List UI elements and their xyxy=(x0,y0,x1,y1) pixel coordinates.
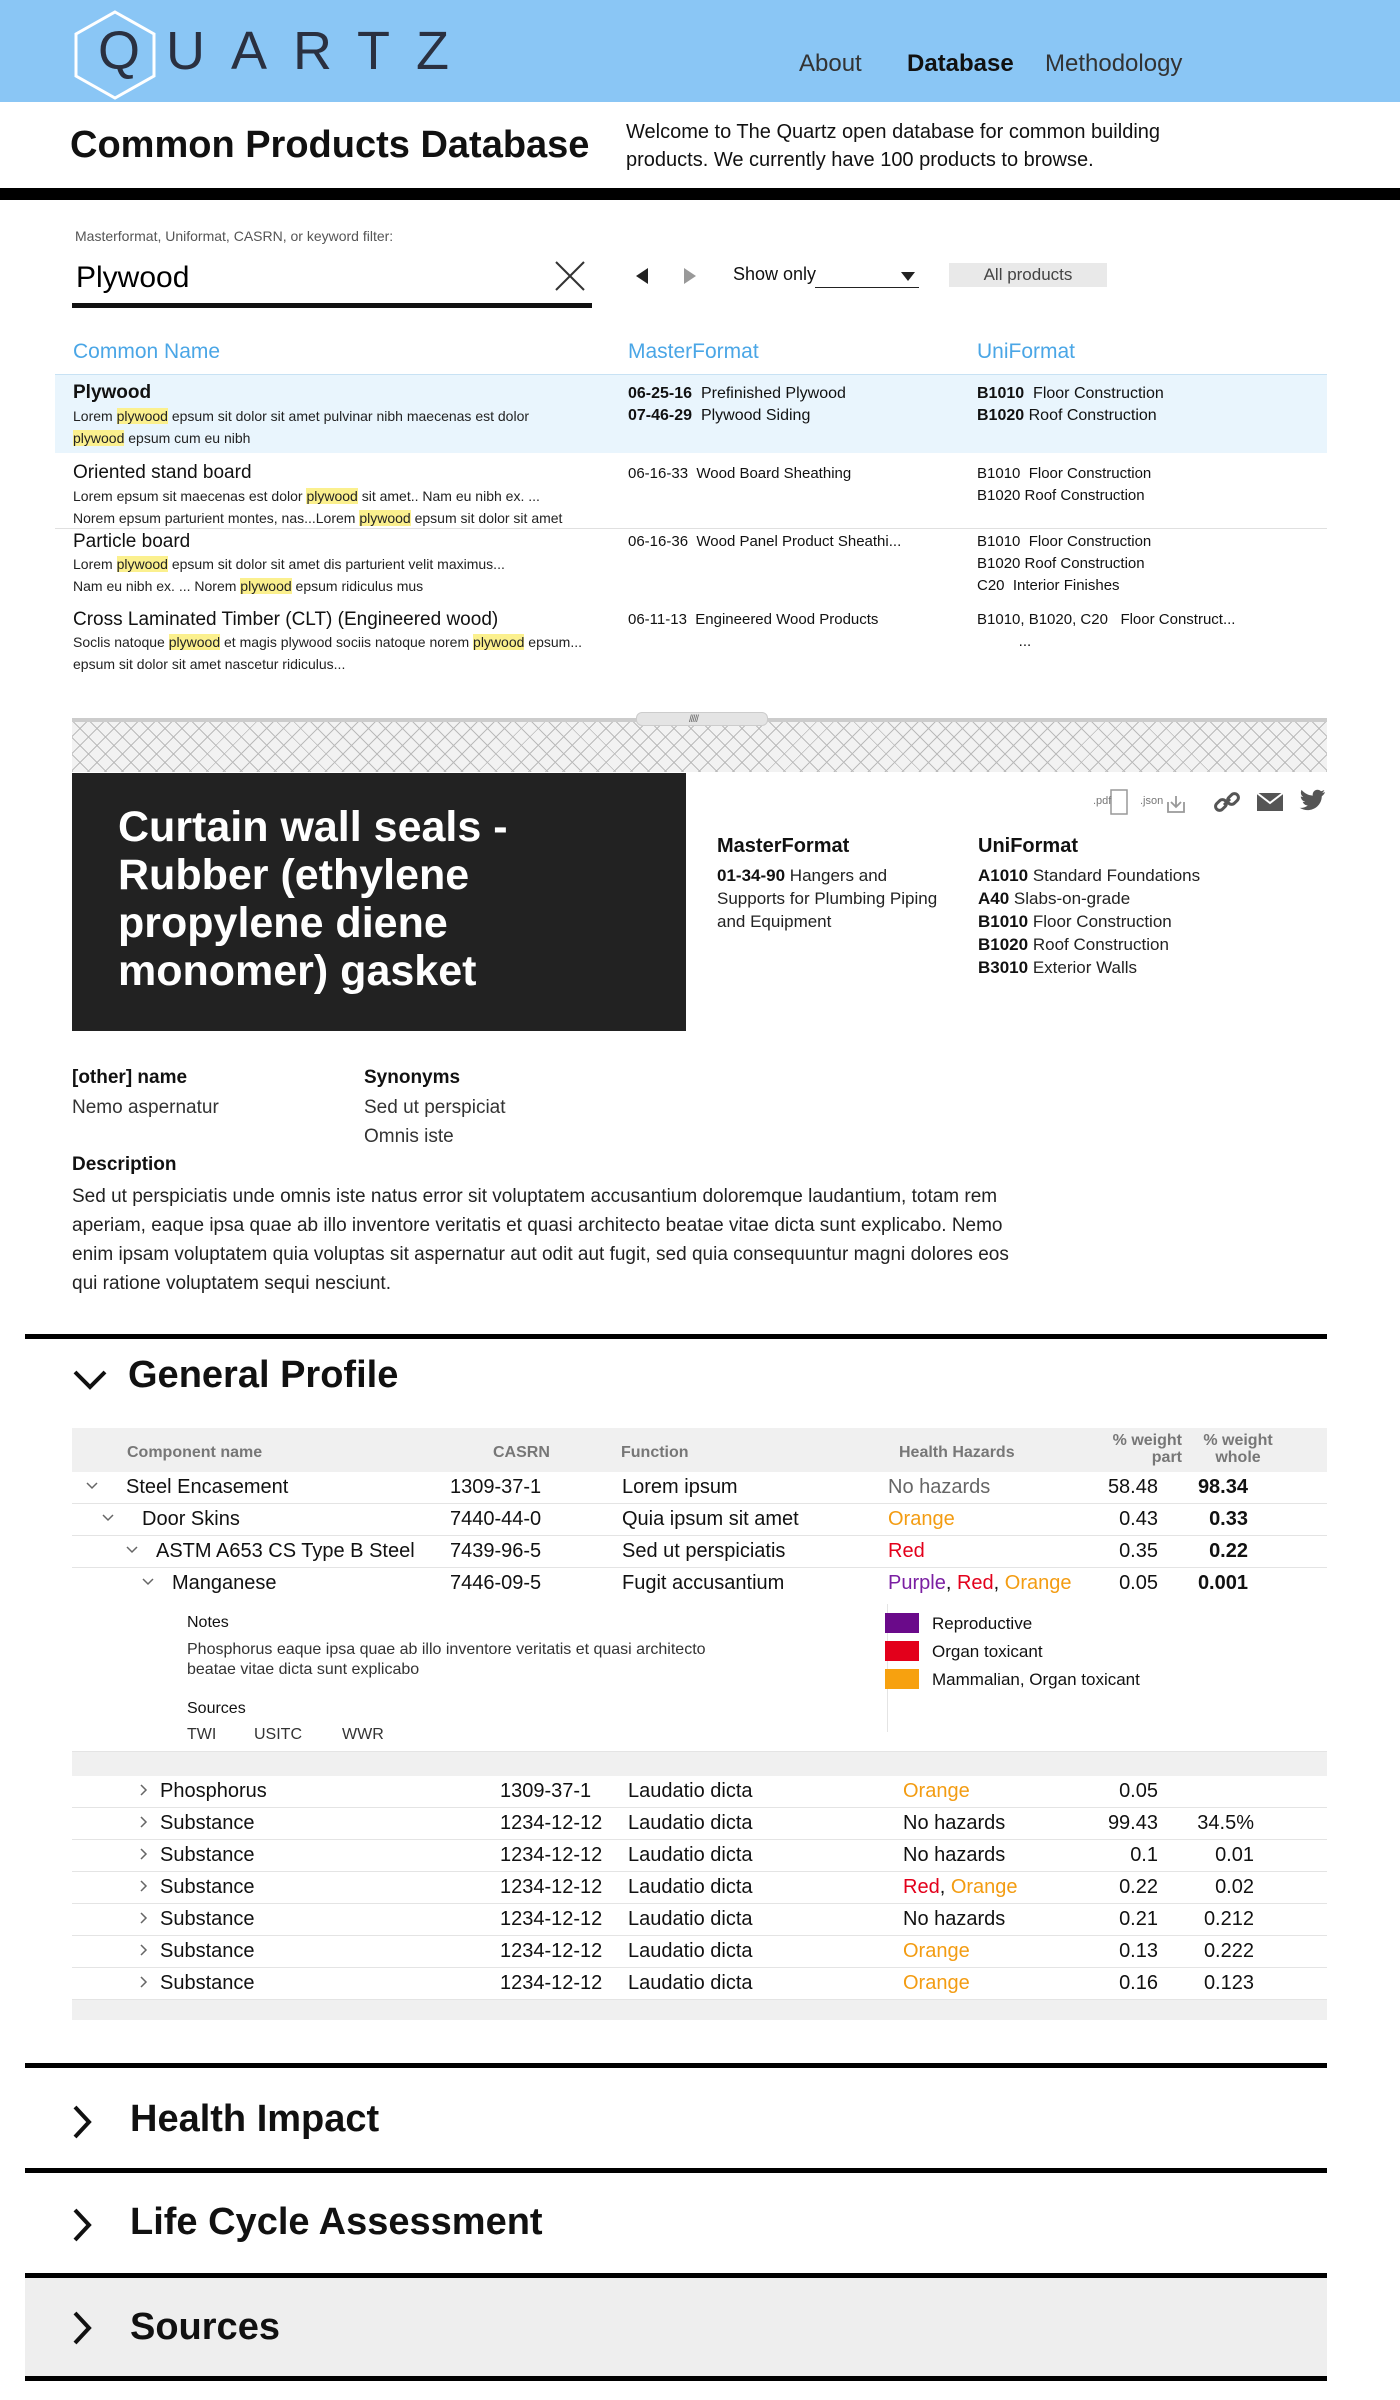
substance-row[interactable] xyxy=(72,1904,1327,1936)
substance-function: Laudatio dicta xyxy=(628,1876,753,1898)
substance-function: Laudatio dicta xyxy=(628,1908,753,1930)
substance-name: Substance xyxy=(160,1844,255,1866)
col-weight-whole[interactable]: % weight whole xyxy=(1203,1432,1273,1466)
col-component-name[interactable]: Component name xyxy=(127,1444,263,1461)
source-wwr[interactable]: WWR xyxy=(342,1726,384,1743)
pdf-download-icon[interactable] xyxy=(1093,788,1133,825)
section-divider xyxy=(25,1334,1327,1339)
substance-function: Laudatio dicta xyxy=(628,1972,753,1994)
substance-weight-whole: 0.212 xyxy=(1203,1908,1254,1930)
uniformat-item: A40 Slabs-on-grade xyxy=(978,889,1131,908)
uniformat-list xyxy=(978,864,1278,979)
component-hazard: Orange xyxy=(888,1508,955,1530)
substance-name: Substance xyxy=(160,1940,255,1962)
pdf-label: .pdf xyxy=(1093,795,1112,807)
result-masterformat: 06-25-16 Prefinished Plywood 07-46-29 Plywood Siding xyxy=(628,385,846,424)
section-divider xyxy=(25,2168,1327,2173)
source-twi[interactable]: TWI xyxy=(187,1726,217,1743)
chevron-right-icon[interactable] xyxy=(72,2310,92,2346)
synonym-item: Sed ut perspiciat xyxy=(364,1097,506,1118)
substance-casrn: 1234-12-12 xyxy=(500,1940,603,1962)
substance-weight-whole: 0.01 xyxy=(1215,1844,1254,1866)
substance-hazard: No hazards xyxy=(903,1844,1006,1866)
uniformat-item: B1020 Roof Construction xyxy=(978,935,1169,954)
substance-weight-part: 0.05 xyxy=(1119,1780,1158,1802)
top-navigation-bar xyxy=(0,0,1400,102)
product-title: Curtain wall seals - Rubber (ethylene propylene diene monomer) gasket xyxy=(118,803,508,995)
legend-swatch-mammalian xyxy=(885,1669,919,1689)
substance-casrn: 1234-12-12 xyxy=(500,1844,603,1866)
twitter-icon[interactable] xyxy=(1296,789,1326,815)
substance-weight-part: 99.43 xyxy=(1107,1812,1158,1834)
synonyms-list xyxy=(364,1093,506,1151)
substance-function: Laudatio dicta xyxy=(628,1844,753,1866)
substance-weight-whole: 34.5% xyxy=(1197,1812,1254,1834)
substance-hazard: Orange xyxy=(903,1780,970,1802)
component-function: Fugit accusantium xyxy=(622,1572,785,1594)
substance-weight-part: 0.22 xyxy=(1119,1876,1158,1898)
next-page-icon[interactable] xyxy=(682,266,698,286)
result-snippet: Lorem plywood epsum sit dolor sit amet dis parturient velit maximus... Nam eu nibh ex. ... Norem plywood epsum ridiculus mus xyxy=(73,556,505,594)
source-usitc[interactable]: USITC xyxy=(254,1726,302,1743)
sources-heading[interactable]: Sources xyxy=(130,2306,280,2348)
component-weight-part: 0.43 xyxy=(1119,1508,1158,1530)
col-weight-part[interactable]: % weight part xyxy=(1112,1432,1182,1466)
component-weight-whole: 0.22 xyxy=(1209,1540,1248,1562)
chevron-right-icon[interactable] xyxy=(138,1976,150,1988)
legend-swatch-reproductive xyxy=(885,1613,919,1633)
chevron-right-icon[interactable] xyxy=(138,1944,150,1956)
notes-text: Phosphorus eaque ipsa quae ab illo inventore veritatis et quasi architecto beatae vitae dicta sunt explicabo xyxy=(187,1641,706,1678)
substance-row[interactable] xyxy=(72,1808,1327,1840)
substance-weight-whole: 0.02 xyxy=(1215,1876,1254,1898)
show-only-dropdown[interactable] xyxy=(815,264,919,288)
masterformat-value: 01-34-90 Hangers and Supports for Plumbing Piping and Equipment xyxy=(717,866,938,931)
component-row[interactable] xyxy=(72,1536,1327,1568)
substance-name: Substance xyxy=(160,1972,255,1994)
result-masterformat: 06-16-33 Wood Board Sheathing xyxy=(628,465,852,482)
section-divider xyxy=(25,2273,1327,2278)
component-weight-part: 58.48 xyxy=(1107,1476,1158,1498)
chevron-right-icon[interactable] xyxy=(138,1880,150,1892)
substance-row[interactable] xyxy=(72,1872,1327,1904)
substance-weight-part: 0.21 xyxy=(1119,1908,1158,1930)
chevron-right-icon[interactable] xyxy=(138,1816,150,1828)
welcome-text: Welcome to The Quartz open database for common building products. We currently have 100 products to browse. xyxy=(626,121,1161,171)
result-row-particle-board[interactable] xyxy=(55,529,1327,603)
component-name: Manganese xyxy=(172,1572,277,1594)
general-profile-table xyxy=(72,1428,1327,2020)
sources-label: Sources xyxy=(187,1700,246,1717)
product-title-card xyxy=(72,773,686,1031)
title-bar xyxy=(0,102,1400,190)
substance-casrn: 1234-12-12 xyxy=(500,1812,603,1834)
chevron-down-icon[interactable] xyxy=(86,1480,98,1492)
substance-hazard: No hazards xyxy=(903,1812,1006,1834)
chevron-right-icon[interactable] xyxy=(138,1784,150,1796)
life-cycle-heading[interactable]: Life Cycle Assessment xyxy=(130,2201,543,2243)
col-function[interactable]: Function xyxy=(621,1444,689,1461)
link-icon[interactable] xyxy=(1212,787,1242,817)
column-common-name[interactable]: Common Name xyxy=(73,340,221,363)
json-download-icon[interactable] xyxy=(1140,788,1190,825)
column-uniformat[interactable]: UniFormat xyxy=(977,340,1076,363)
component-weight-whole: 0.33 xyxy=(1209,1508,1248,1530)
quartz-logo[interactable] xyxy=(70,8,475,94)
clear-search-icon[interactable] xyxy=(552,258,588,294)
result-name: Plywood xyxy=(73,382,152,403)
description-label: Description xyxy=(72,1154,177,1175)
result-row-plywood[interactable] xyxy=(55,375,1327,453)
json-label: .json xyxy=(1140,795,1164,807)
result-uniformat: B1010, B1020, C20 Floor Construct... ... xyxy=(977,611,1236,650)
search-input[interactable] xyxy=(76,256,536,300)
substance-weight-whole: 0.222 xyxy=(1203,1940,1254,1962)
uniformat-heading: UniFormat xyxy=(978,835,1078,857)
substance-row[interactable] xyxy=(72,1936,1327,1968)
health-impact-heading[interactable]: Health Impact xyxy=(130,2098,380,2140)
notes-label: Notes xyxy=(187,1614,229,1631)
result-masterformat: 06-16-36 Wood Panel Product Sheathi... xyxy=(628,533,902,550)
substance-name: Substance xyxy=(160,1812,255,1834)
result-uniformat: B1010 Floor Construction B1020 Roof Construction xyxy=(977,465,1152,504)
component-weight-whole: 98.34 xyxy=(1197,1476,1248,1498)
description-text: Sed ut perspiciatis unde omnis iste natus error sit voluptatem accusantium doloremque laudantium, totam rem aperiam, eaque ipsa quae ab illo inventore veritatis et quasi architecto beatae vitae dicta sunt explicabo. Nemo enim ipsam voluptatem quia voluptas sit aspernatur aut odit aut fugit, sed quia consequuntur magni dolores eos qui ratione voluptatem sequi nesciunt. xyxy=(72,1186,1009,1294)
substance-hazard: Orange xyxy=(903,1972,970,1994)
substance-casrn: 1309-37-1 xyxy=(500,1780,592,1802)
other-name-label: [other] name xyxy=(72,1067,188,1088)
table-header xyxy=(72,1428,1327,1472)
result-row-clt[interactable] xyxy=(55,605,1327,681)
col-health-hazards[interactable]: Health Hazards xyxy=(899,1444,1015,1461)
result-uniformat: B1010 Floor Construction B1020 Roof Construction xyxy=(977,385,1164,424)
previous-page-icon[interactable] xyxy=(634,266,650,286)
component-row-expanded[interactable] xyxy=(72,1568,1327,1752)
resize-handle[interactable] xyxy=(636,712,768,726)
result-snippet: Lorem plywood epsum sit dolor sit amet pulvinar nibh maecenas est dolor plywood epsum cum eu nibh xyxy=(73,408,530,446)
component-name: Door Skins xyxy=(142,1508,240,1530)
result-name: Oriented stand board xyxy=(73,462,252,483)
col-casrn[interactable]: CASRN xyxy=(493,1444,550,1461)
chevron-right-icon[interactable] xyxy=(72,2104,92,2140)
substance-row[interactable] xyxy=(72,1776,1327,1808)
component-function: Lorem ipsum xyxy=(622,1476,738,1498)
synonyms-label: Synonyms xyxy=(364,1067,461,1088)
component-row[interactable] xyxy=(72,1472,1327,1504)
result-masterformat: 06-11-13 Engineered Wood Products xyxy=(628,611,879,628)
nav-database[interactable]: Database xyxy=(907,50,1014,77)
nav-about[interactable]: About xyxy=(799,50,862,77)
panel-resize-divider xyxy=(72,718,1327,772)
uniformat-item: A1010 Standard Foundations xyxy=(978,866,1201,885)
substance-row[interactable] xyxy=(72,1968,1327,2000)
substance-weight-part: 0.13 xyxy=(1119,1940,1158,1962)
filter-label: Masterformat, Uniformat, CASRN, or keyword filter: xyxy=(75,228,394,244)
synonym-item: Omnis iste xyxy=(364,1126,454,1147)
component-casrn: 7440-44-0 xyxy=(450,1508,542,1530)
legend-swatch-organ-toxicant xyxy=(885,1641,919,1661)
substance-name: Phosphorus xyxy=(160,1780,267,1802)
chevron-down-icon[interactable] xyxy=(72,1368,108,1392)
nav-methodology[interactable]: Methodology xyxy=(1045,50,1183,77)
component-function: Sed ut perspiciatis xyxy=(622,1540,786,1562)
component-hazard: Purple, Red, Orange xyxy=(888,1572,1072,1594)
substance-function: Laudatio dicta xyxy=(628,1812,753,1834)
header-divider xyxy=(0,188,1400,200)
grip-icon: ///// xyxy=(689,714,698,725)
section-divider xyxy=(25,2376,1327,2381)
substance-hazard: No hazards xyxy=(903,1908,1006,1930)
legend-reproductive: Reproductive xyxy=(932,1614,1033,1633)
chevron-right-icon[interactable] xyxy=(138,1848,150,1860)
result-row-oriented-strand-board[interactable] xyxy=(55,455,1327,527)
column-masterformat[interactable]: MasterFormat xyxy=(628,340,759,363)
general-profile-heading[interactable]: General Profile xyxy=(128,1354,399,1396)
result-snippet: Soclis natoque plywood et magis plywood sociis natoque norem plywood epsum... epsum sit dolor sit amet nascetur ridiculus... xyxy=(73,634,582,672)
substance-weight-whole: 0.123 xyxy=(1203,1972,1254,1994)
component-name: Steel Encasement xyxy=(126,1476,289,1498)
component-hazard: Red xyxy=(888,1540,925,1562)
component-function: Quia ipsum sit amet xyxy=(622,1508,799,1530)
component-casrn: 7439-96-5 xyxy=(450,1540,542,1562)
page-title: Common Products Database xyxy=(70,124,590,166)
substance-weight-part: 0.1 xyxy=(1130,1844,1158,1866)
legend-organ-toxicant: Organ toxicant xyxy=(932,1642,1043,1661)
component-weight-part: 0.05 xyxy=(1119,1572,1158,1594)
substance-row[interactable] xyxy=(72,1840,1327,1872)
component-casrn: 1309-37-1 xyxy=(450,1476,542,1498)
chevron-right-icon[interactable] xyxy=(72,2207,92,2243)
masterformat-heading: MasterFormat xyxy=(717,835,850,857)
uniformat-item: B3010 Exterior Walls xyxy=(978,958,1138,977)
substance-hazard: Red, Orange xyxy=(903,1876,1018,1898)
chevron-down-icon[interactable] xyxy=(126,1544,138,1556)
result-snippet: Lorem epsum sit maecenas est dolor plywood sit amet.. Nam eu nibh ex. ... Norem epsum parturient montes, nas...Lorem plywood epsum sit dolor sit amet xyxy=(73,488,563,526)
result-name: Cross Laminated Timber (CLT) (Engineered wood) xyxy=(73,609,499,630)
substance-name: Substance xyxy=(160,1876,255,1898)
component-weight-part: 0.35 xyxy=(1119,1540,1158,1562)
component-weight-whole: 0.001 xyxy=(1197,1572,1248,1594)
substance-casrn: 1234-12-12 xyxy=(500,1972,603,1994)
component-casrn: 7446-09-5 xyxy=(450,1572,542,1594)
uniformat-item: B1010 Floor Construction xyxy=(978,912,1172,931)
substance-function: Laudatio dicta xyxy=(628,1780,753,1802)
component-row[interactable] xyxy=(72,1504,1327,1536)
chevron-down-icon[interactable] xyxy=(142,1576,154,1588)
all-products-button[interactable]: All products xyxy=(949,263,1107,287)
component-hazard: No hazards xyxy=(888,1476,991,1498)
substance-weight-part: 0.16 xyxy=(1119,1972,1158,1994)
result-name: Particle board xyxy=(73,531,191,552)
substance-casrn: 1234-12-12 xyxy=(500,1876,603,1898)
section-divider xyxy=(25,2063,1327,2068)
result-uniformat: B1010 Floor Construction B1020 Roof Construction C20 Interior Finishes xyxy=(977,533,1152,594)
other-name-value: Nemo aspernatur xyxy=(72,1097,219,1118)
substance-hazard: Orange xyxy=(903,1940,970,1962)
substance-function: Laudatio dicta xyxy=(628,1940,753,1962)
substance-name: Substance xyxy=(160,1908,255,1930)
show-only-label: Show only xyxy=(733,264,817,284)
logo-text: QUARTZ xyxy=(98,21,476,81)
chevron-down-icon xyxy=(901,272,915,281)
chevron-down-icon[interactable] xyxy=(102,1512,114,1524)
substance-casrn: 1234-12-12 xyxy=(500,1908,603,1930)
component-name: ASTM A653 CS Type B Steel xyxy=(156,1540,415,1562)
search-box xyxy=(72,250,592,308)
legend-mammalian: Mammalian, Organ toxicant xyxy=(932,1670,1140,1689)
chevron-right-icon[interactable] xyxy=(138,1912,150,1924)
email-icon[interactable] xyxy=(1256,792,1284,812)
